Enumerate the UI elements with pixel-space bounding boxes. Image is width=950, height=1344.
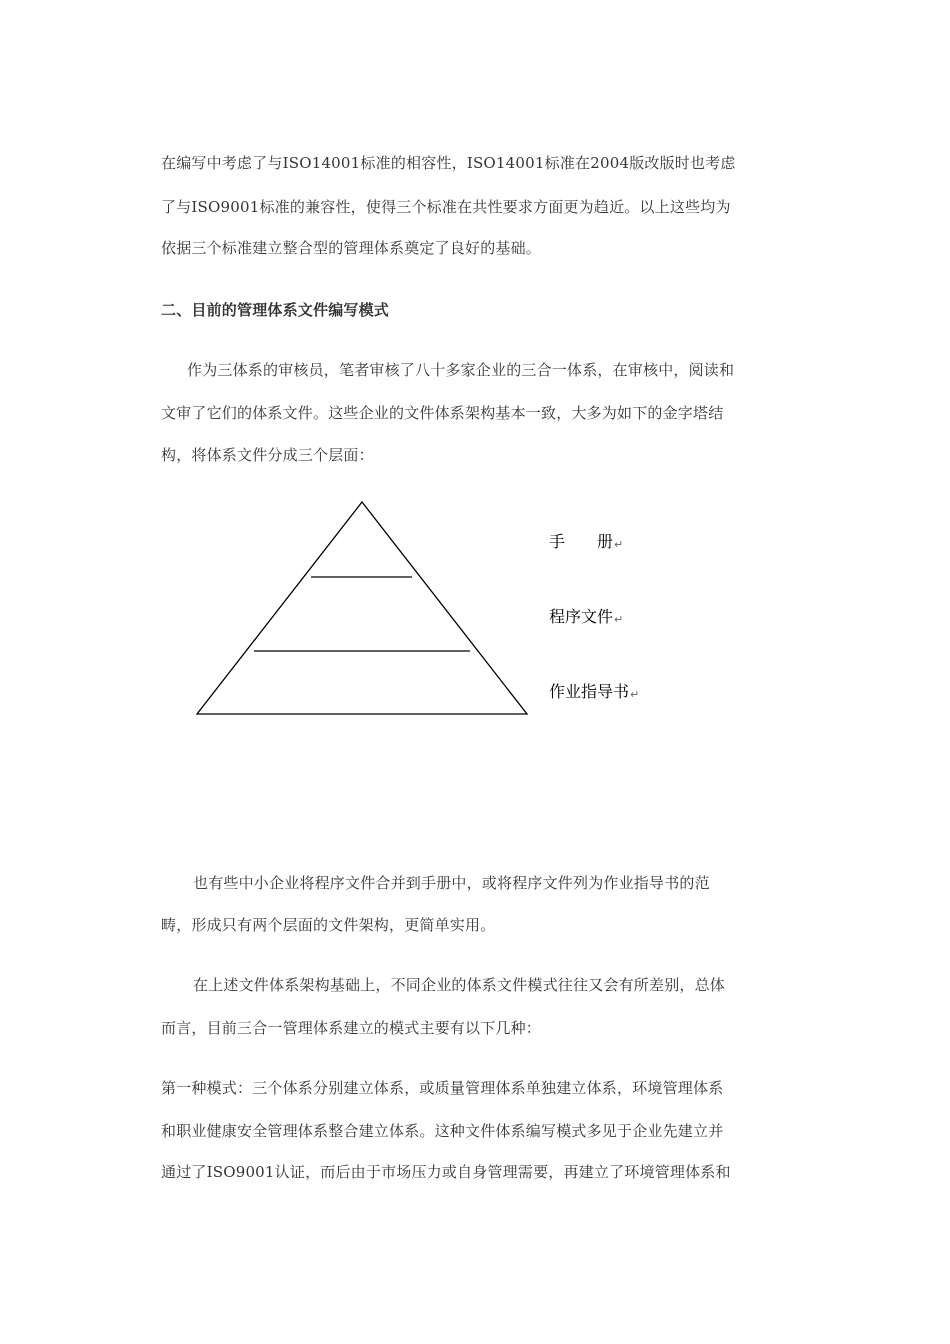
pyramid-label-instructions-text: 作业指导书: [549, 682, 630, 701]
paragraph-mark-icon: ↵: [614, 538, 624, 551]
paragraph1-line-2: 了与ISO9001标准的兼容性，使得三个标准在共性要求方面更为趋近。以上这些均为: [161, 198, 731, 216]
paragraph5-line-3: 通过了ISO9001认证，而后由于市场压力或自身管理需要，再建立了环境管理体系和: [161, 1163, 731, 1181]
paragraph-mark-icon: ↵: [630, 688, 640, 701]
pyramid-label-manual-text: 手 册: [549, 532, 614, 551]
pyramid-label-procedures-text: 程序文件: [549, 607, 614, 626]
paragraph5-line-1: 第一种模式：三个体系分别建立体系，或质量管理体系单独建立体系，环境管理体系: [161, 1079, 724, 1097]
paragraph4-line-1: 在上述文件体系架构基础上，不同企业的体系文件模式往往又会有所差别，总体: [193, 976, 726, 994]
paragraph3-line-1: 也有些中小企业将程序文件合并到手册中，或将程序文件列为作业指导书的范: [193, 874, 710, 892]
paragraph1-line-3: 依据三个标准建立整合型的管理体系奠定了良好的基础。: [161, 239, 542, 257]
pyramid-label-instructions: [549, 679, 639, 702]
paragraph2-line-3: 构，将体系文件分成三个层面：: [161, 446, 374, 464]
paragraph2-line-2: 文审了它们的体系文件。这些企业的文件体系架构基本一致，大多为如下的金字塔结: [161, 404, 724, 422]
paragraph3-line-2: 畴，形成只有两个层面的文件架构，更简单实用。: [161, 916, 496, 934]
paragraph4-line-2: 而言，目前三合一管理体系建立的模式主要有以下几种：: [161, 1019, 542, 1037]
pyramid-label-manual: [549, 529, 623, 552]
paragraph2-line-1: 作为三体系的审核员，笔者审核了八十多家企业的三合一体系，在审核中，阅读和: [187, 361, 735, 379]
pyramid-label-procedures: [549, 604, 623, 627]
section-heading: 二、目前的管理体系文件编写模式: [161, 301, 390, 319]
pyramid-outline: [197, 502, 527, 714]
paragraph-mark-icon: ↵: [614, 613, 624, 626]
paragraph1-line-1: 在编写中考虑了与ISO14001标准的相容性，ISO14001标准在2004版改版时也考虑: [161, 154, 736, 172]
paragraph5-line-2: 和职业健康安全管理体系整合建立体系。这种文件体系编写模式多见于企业先建立并: [161, 1122, 724, 1140]
